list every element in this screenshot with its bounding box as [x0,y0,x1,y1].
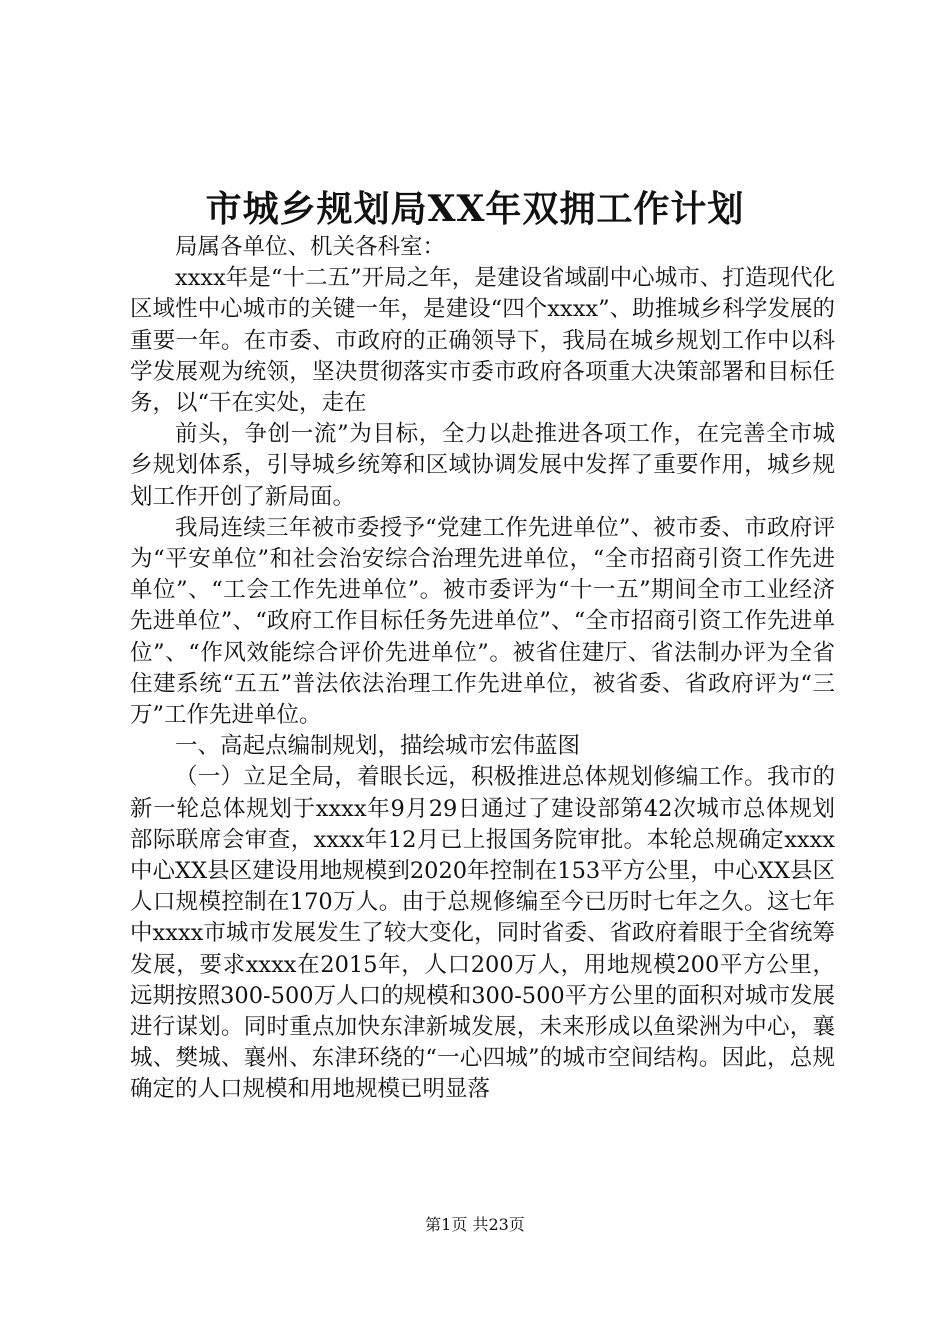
salutation-paragraph: 局属各单位、机关各科室： [175,234,446,260]
body-paragraph: 我局连续三年被市委授予“党建工作先进单位”、被市委、市政府评为“平安单位”和社会治安综合治理先进单位，“全市招商引资工作先进单位”、“工会工作先进单位”。被市委评为“十一五”期间全市工业经济先进单位”、“政府工作目标任务先进单位”、“全市招商引资工作先进单位”、“作风效能综合评价先进单位”。被省住建厅、省法制办评为全省住建系统“五五”普法依法治理工作先进单位，被省委、省政府评为“三万”工作先进单位。 [130,514,835,729]
section-heading: 一、高起点编制规划，描绘城市宏伟蓝图 [175,733,581,760]
body-paragraph: xxxx年是“十二五”开局之年，是建设省域副中心城市、打造现代化区域性中心城市的关键一年，是建设“四个xxxx”、助推城乡科学发展的重要一年。在市委、市政府的正确领导下，我局在城乡规划工作中以科学发展观为统领，坚决贯彻落实市委市政府各项重大决策部署和目标任务，以“干在实处，走在 [130,265,835,417]
page-number: 第1页 共23页 [425,1215,525,1234]
body-paragraph: 前头，争创一流”为目标，全力以赴推进各项工作，在完善全市城乡规划体系，引导城乡统筹和区域协调发展中发挥了重要作用，城乡规划工作开创了新局面。 [130,421,835,510]
document-title: 市城乡规划局XX年双拥工作计划 [205,188,745,230]
body-paragraph: （一）立足全局，着眼长远，积极推进总体规划修编工作。我市的新一轮总体规划于xxxx年9月29日通过了建设部第42次城市总体规划部际联席会审查，xxxx年12月已上报国务院审批。本轮总规确定xxxx中心XX县区建设用地规模到2020年控制在153平方公里，中心XX县区人口规模控制在170万人。由于总规修编至今已历时七年之久。这七年中xxxx市城市发展发生了较大变化，同时省委、省政府着眼于全省统筹发展，要求xxxx在2015年，人口200万人，用地规模200平方公里，远期按照300-500万人口的规模和300-500平方公里的面积对城市发展进行谋划。同时重点加快东津新城发展，未来形成以鱼梁洲为中心，襄城、樊城、襄州、东津环绕的“一心四城”的城市空间结构。因此，总规确定的人口规模和用地规模已明显落 [130,764,835,1103]
document-body [130,232,835,1106]
